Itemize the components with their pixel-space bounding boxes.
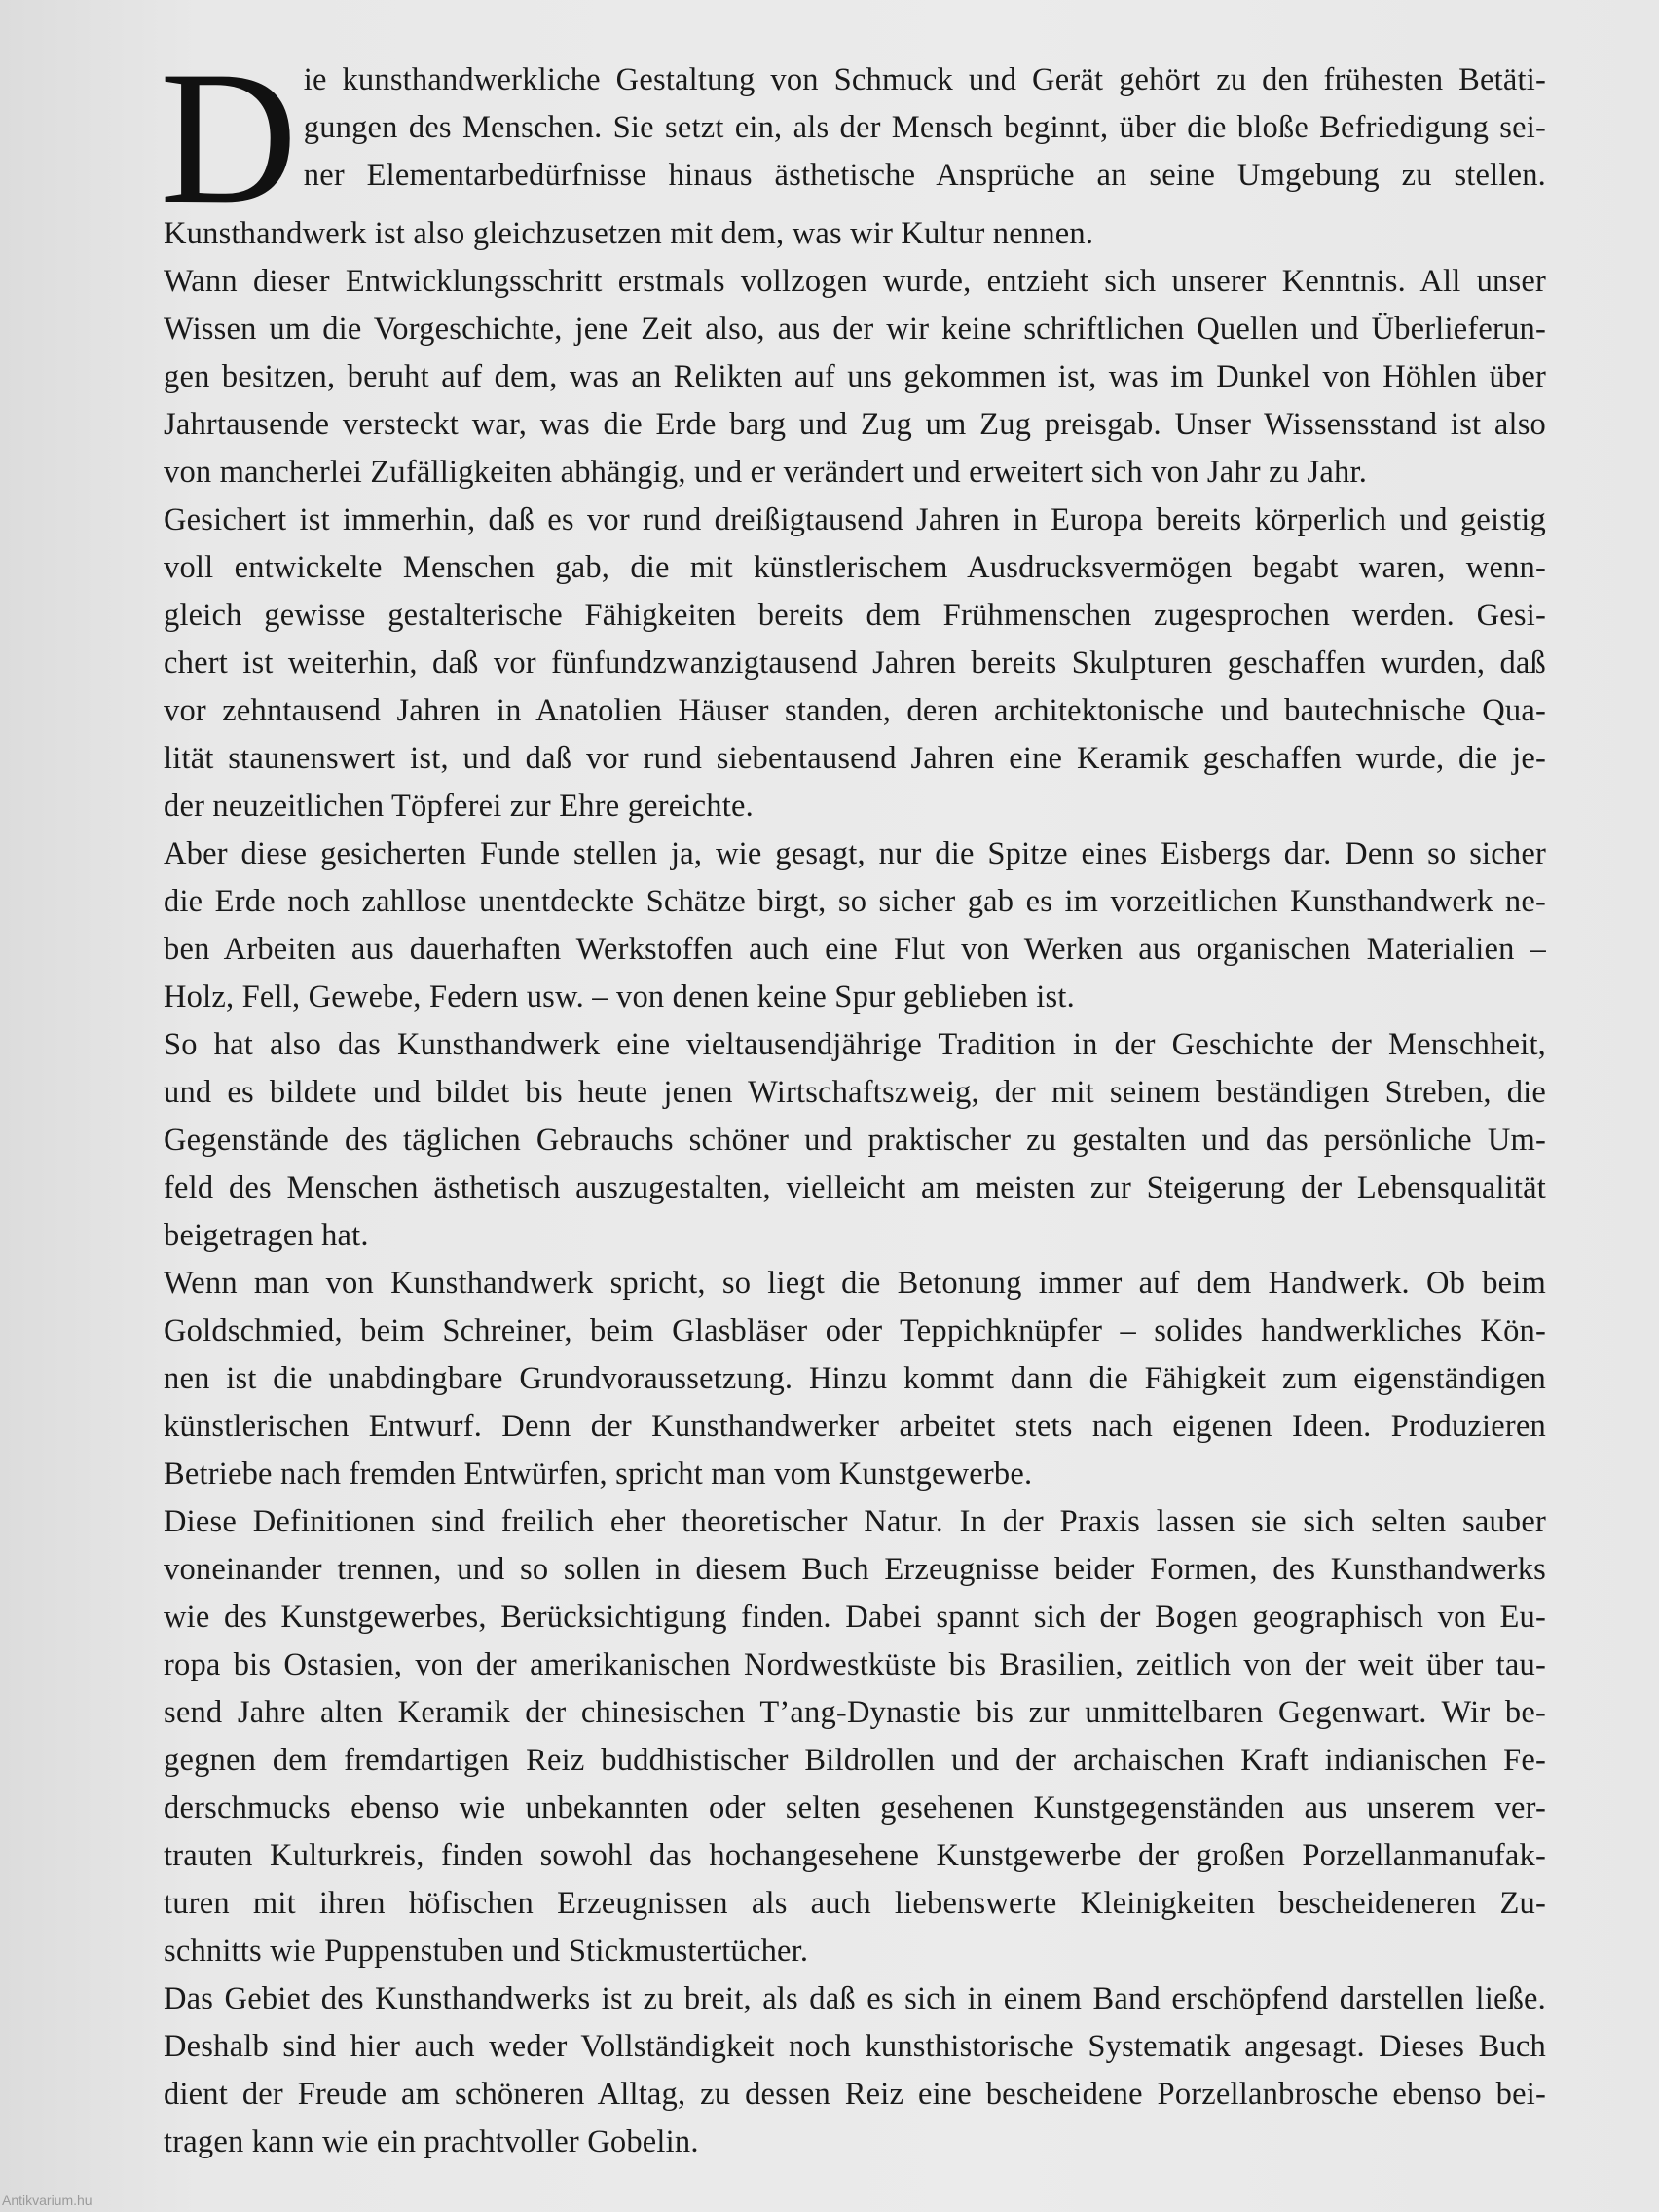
text-line: beigetragen hat. (164, 1218, 369, 1253)
text-line: die Erde noch zahllose unentdeckte Schätze birgt, so sicher gab es im vorzeitlichen Kunsthandwerk ne- (164, 884, 1546, 919)
text-line: künstlerischen Entwurf. Denn der Kunsthandwerker arbeitet stets nach eigenen Ideen. Produzieren (164, 1409, 1546, 1444)
text-line: trauten Kulturkreis, finden sowohl das hochangesehene Kunstgewerbe der großen Porzellanmanufak- (164, 1838, 1546, 1873)
paragraph-5 (164, 1021, 1546, 1260)
text-line: von mancherlei Zufälligkeiten abhängig, und er verändert und erweitert sich von Jahr zu Jahr. (164, 455, 1368, 490)
text-line: So hat also das Kunsthandwerk eine vieltausendjährige Tradition in der Geschichte der Menschheit, (164, 1027, 1546, 1062)
text-line: Wann dieser Entwicklungsschritt erstmals vollzogen wurde, entzieht sich unserer Kenntnis. All unser (164, 264, 1546, 299)
paragraph-1 (160, 32, 1546, 258)
text-line: derschmucks ebenso wie unbekannten oder selten gesehenen Kunstgegenständen aus unserem ver- (164, 1790, 1546, 1825)
text-line: und es bildete und bildet bis heute jenen Wirtschaftszweig, der mit seinem beständigen Streben, die (164, 1075, 1546, 1110)
paragraph-8 (164, 1975, 1546, 2166)
text-line: gen besitzen, beruht auf dem, was an Relikten auf uns gekommen ist, was im Dunkel von Höhlen über (164, 359, 1546, 394)
text-line: ner Elementarbedürfnisse hinaus ästhetische Ansprüche an seine Umgebung zu stellen. (303, 158, 1546, 193)
watermark-text: Antikvarium.hu (2, 2193, 92, 2208)
text-line: Gegenstände des täglichen Gebrauchs schöner und praktischer zu gestalten und das persönliche Um- (164, 1123, 1546, 1158)
text-line: gegnen dem fremdartigen Reiz buddhistischer Bildrollen und der archaischen Kraft indianischen Fe- (164, 1743, 1546, 1778)
text-line: Wenn man von Kunsthandwerk spricht, so liegt die Betonung immer auf dem Handwerk. Ob beim (164, 1266, 1546, 1301)
text-line: Diese Definitionen sind freilich eher theoretischer Natur. In der Praxis lassen sie sich selten sauber (164, 1504, 1546, 1539)
text-line: Deshalb sind hier auch weder Vollständigkeit noch kunsthistorische Systematik angesagt. Dieses Buch (164, 2029, 1546, 2064)
text-line: tragen kann wie ein prachtvoller Gobelin. (164, 2124, 699, 2159)
text-line: Betriebe nach fremden Entwürfen, spricht man vom Kunstgewerbe. (164, 1456, 1033, 1492)
text-line: ie kunsthandwerkliche Gestaltung von Schmuck und Gerät gehört zu den frühesten Betäti- (303, 62, 1546, 97)
text-line: vor zehntausend Jahren in Anatolien Häuser standen, deren architektonische und bautechnische Qua- (164, 693, 1546, 728)
text-line: wie des Kunstgewerbes, Berücksichtigung finden. Dabei spannt sich der Bogen geographisch von Eu- (164, 1600, 1546, 1635)
paragraph-6 (164, 1260, 1546, 1498)
drop-cap: D (160, 32, 298, 243)
paragraph-4 (164, 830, 1546, 1021)
text-line: Jahrtausende versteckt war, was die Erde barg und Zug um Zug preisgab. Unser Wissensstand ist also (164, 407, 1546, 442)
text-line: Gesichert ist immerhin, daß es vor rund dreißigtausend Jahren in Europa bereits körperlich und geistig (164, 502, 1546, 537)
text-line: Aber diese gesicherten Funde stellen ja, wie gesagt, nur die Spitze eines Eisbergs dar. Denn so sicher (164, 836, 1546, 871)
text-line: ropa bis Ostasien, von der amerikanischen Nordwestküste bis Brasilien, zeitlich von der weit über tau- (164, 1647, 1546, 1682)
text-line: chert ist weiterhin, daß vor fünfundzwanzigtausend Jahren bereits Skulpturen geschaffen wurden, daß (164, 645, 1546, 681)
text-line: nen ist die unabdingbare Grundvoraussetzung. Hinzu kommt dann die Fähigkeit zum eigenständigen (164, 1361, 1546, 1396)
text-line: feld des Menschen ästhetisch auszugestalten, vielleicht am meisten zur Steigerung der Lebensqualität (164, 1170, 1546, 1205)
text-line: Goldschmied, beim Schreiner, beim Glasbläser oder Teppichknüpfer – solides handwerkliches Kön- (164, 1313, 1546, 1348)
text-line: ben Arbeiten aus dauerhaften Werkstoffen auch eine Flut von Werken aus organischen Materialien – (164, 932, 1546, 967)
paragraph-7 (164, 1498, 1546, 1975)
text-line: send Jahre alten Keramik der chinesischen T’ang-Dynastie bis zur unmittelbaren Gegenwart. Wir be- (164, 1695, 1546, 1730)
text-line: der neuzeitlichen Töpferei zur Ehre gereichte. (164, 789, 754, 824)
text-line: Wissen um die Vorgeschichte, jene Zeit also, aus der wir keine schriftlichen Quellen und Überlieferun- (164, 312, 1546, 347)
text-line: dient der Freude am schöneren Alltag, zu dessen Reiz eine bescheidene Porzellanbrosche ebenso bei- (164, 2077, 1546, 2112)
text-line: turen mit ihren höfischen Erzeugnissen als auch liebenswerte Kleinigkeiten bescheideneren Zu- (164, 1886, 1546, 1921)
text-line: gleich gewisse gestalterische Fähigkeiten bereits dem Frühmenschen zugesprochen werden. Gesi- (164, 598, 1546, 633)
body-text (160, 32, 1546, 2166)
text-line: Kunsthandwerk ist also gleichzusetzen mit dem, was wir Kultur nennen. (164, 216, 1094, 251)
text-line: lität staunenswert ist, und daß vor rund siebentausend Jahren eine Keramik geschaffen wurde, die je- (164, 741, 1546, 776)
text-line: voneinander trennen, und so sollen in diesem Buch Erzeugnisse beider Formen, des Kunsthandwerks (164, 1552, 1546, 1587)
text-line: gungen des Menschen. Sie setzt ein, als der Mensch beginnt, über die bloße Befriedigung sei- (303, 110, 1546, 145)
text-line: Das Gebiet des Kunsthandwerks ist zu breit, als daß es sich in einem Band erschöpfend darstellen ließe. (164, 1981, 1546, 2016)
text-line: Holz, Fell, Gewebe, Federn usw. – von denen keine Spur geblieben ist. (164, 979, 1075, 1014)
paragraph-3 (164, 497, 1546, 830)
text-line: voll entwickelte Menschen gab, die mit künstlerischem Ausdrucksvermögen begabt waren, wenn- (164, 550, 1546, 585)
paragraph-2 (164, 258, 1546, 497)
text-line: schnitts wie Puppenstuben und Stickmustertücher. (164, 1934, 809, 1969)
